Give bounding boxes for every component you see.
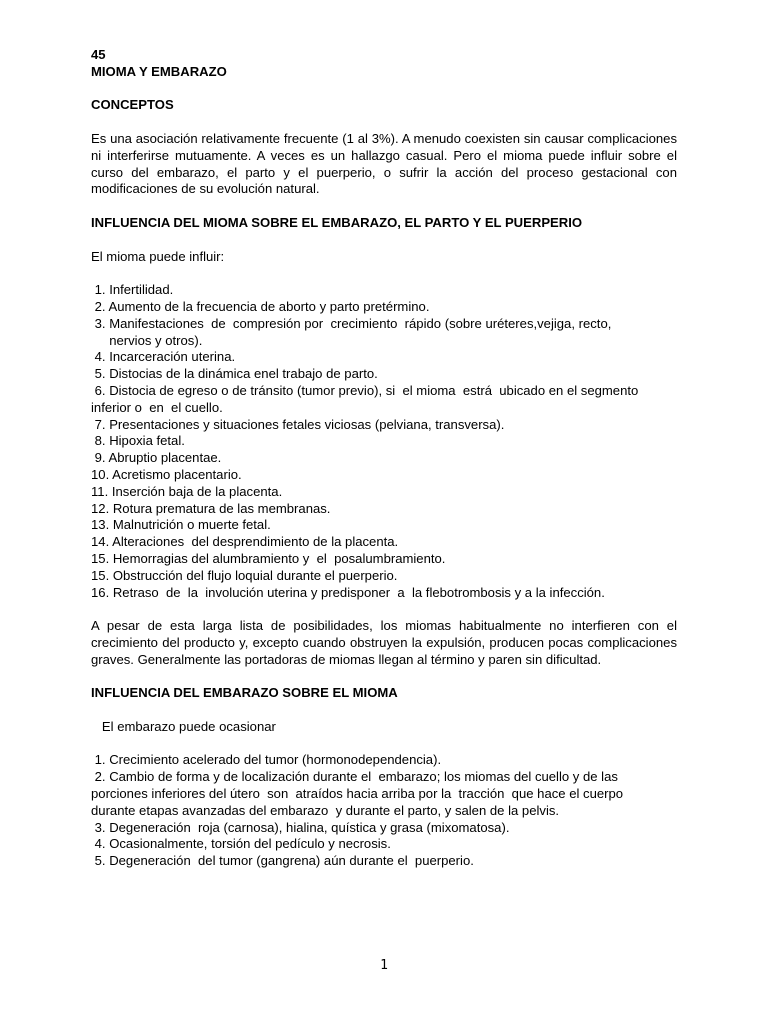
list-item: 8. Hipoxia fetal. [91,433,185,449]
list-item: 11. Inserción baja de la placenta. [91,483,283,499]
chapter-number: 45 [91,47,106,62]
list-item: 5. Distocias de la dinámica enel trabajo de parto. [91,366,378,382]
list-item: 1. Infertilidad. [91,282,174,298]
list-item: 13. Malnutrición o muerte fetal. [91,517,271,533]
list-item: inferior o en el cuello. [91,399,223,415]
list-item: 4. Ocasionalmente, torsión del pedículo y necrosis. [91,836,391,852]
section-heading-conceptos: CONCEPTOS [91,97,174,113]
list-item: nervios y otros). [91,332,203,348]
list-item: 6. Distocia de egreso o de tránsito (tumor previo), si el mioma estrá ubicado en el segmento [91,382,639,398]
list-item: 3. Degeneración roja (carnosa), hialina, quística y grasa (mixomatosa). [91,819,510,835]
list-item: 15. Hemorragias del alumbramiento y el posalumbramiento. [91,550,446,566]
list-item: 4. Incarceración uterina. [91,349,236,365]
list-item: 3. Manifestaciones de compresión por crecimiento rápido (sobre uréteres,vejiga, recto, [91,315,612,331]
document-page [91,47,677,870]
list-item: 16. Retraso de la involución uterina y predisponer a la flebotrombosis y a la infección. [91,584,605,600]
closing-paragraph: A pesar de esta larga lista de posibilidades, los miomas habitualmente no interfieren con el crecimiento del producto y, excepto cuando obstruyen la expulsión, producen pocas complicaciones graves. Generalmente las portadoras de miomas llegan al término y paren sin dificultad. [91,618,677,667]
section-heading-embarazo-sobre-mioma: INFLUENCIA DEL EMBARAZO SOBRE EL MIOMA [91,685,398,701]
effects-list [91,752,677,870]
list-item: 2. Aumento de la frecuencia de aborto y parto pretérmino. [91,298,430,314]
list-intro: El mioma puede influir: [91,248,225,264]
list-item: 1. Crecimiento acelerado del tumor (hormonodependencia). [91,752,442,768]
list-item: 5. Degeneración del tumor (gangrena) aún durante el puerperio. [91,853,474,869]
list-item: durante etapas avanzadas del embarazo y durante el parto, y salen de la pelvis. [91,802,560,818]
list-item: porciones inferiores del útero son atraídos hacia arriba por la tracción que hace el cuerpo [91,786,624,802]
list-intro: El embarazo puede ocasionar [91,718,276,734]
section-heading-mioma-sobre-embarazo: INFLUENCIA DEL MIOMA SOBRE EL EMBARAZO, EL PARTO Y EL PUERPERIO [91,214,583,230]
concepts-paragraph: Es una asociación relativamente frecuente (1 al 3%). A menudo coexisten sin causar complicaciones ni interferirse mutuamente. A veces es un hallazgo casual. Pero el mioma puede influir sobre el curso del embarazo, el parto y el puerperio, o sufrir la acción del proceso gestacional con modificaciones de su evolución natural. [91,130,677,197]
list-item: 12. Rotura prematura de las membranas. [91,500,331,516]
chapter-title: MIOMA Y EMBARAZO [91,63,227,79]
effects-list [91,282,677,601]
list-item: 7. Presentaciones y situaciones fetales viciosas (pelviana, transversa). [91,416,505,432]
list-item: 14. Alteraciones del desprendimiento de la placenta. [91,534,399,550]
list-item: 9. Abruptio placentae. [91,450,222,466]
list-item: 2. Cambio de forma y de localización durante el embarazo; los miomas del cuello y de las [91,769,618,785]
list-item: 10. Acretismo placentario. [91,466,242,482]
page-number: 1 [380,958,388,973]
list-item: 15. Obstrucción del flujo loquial durante el puerperio. [91,567,398,583]
